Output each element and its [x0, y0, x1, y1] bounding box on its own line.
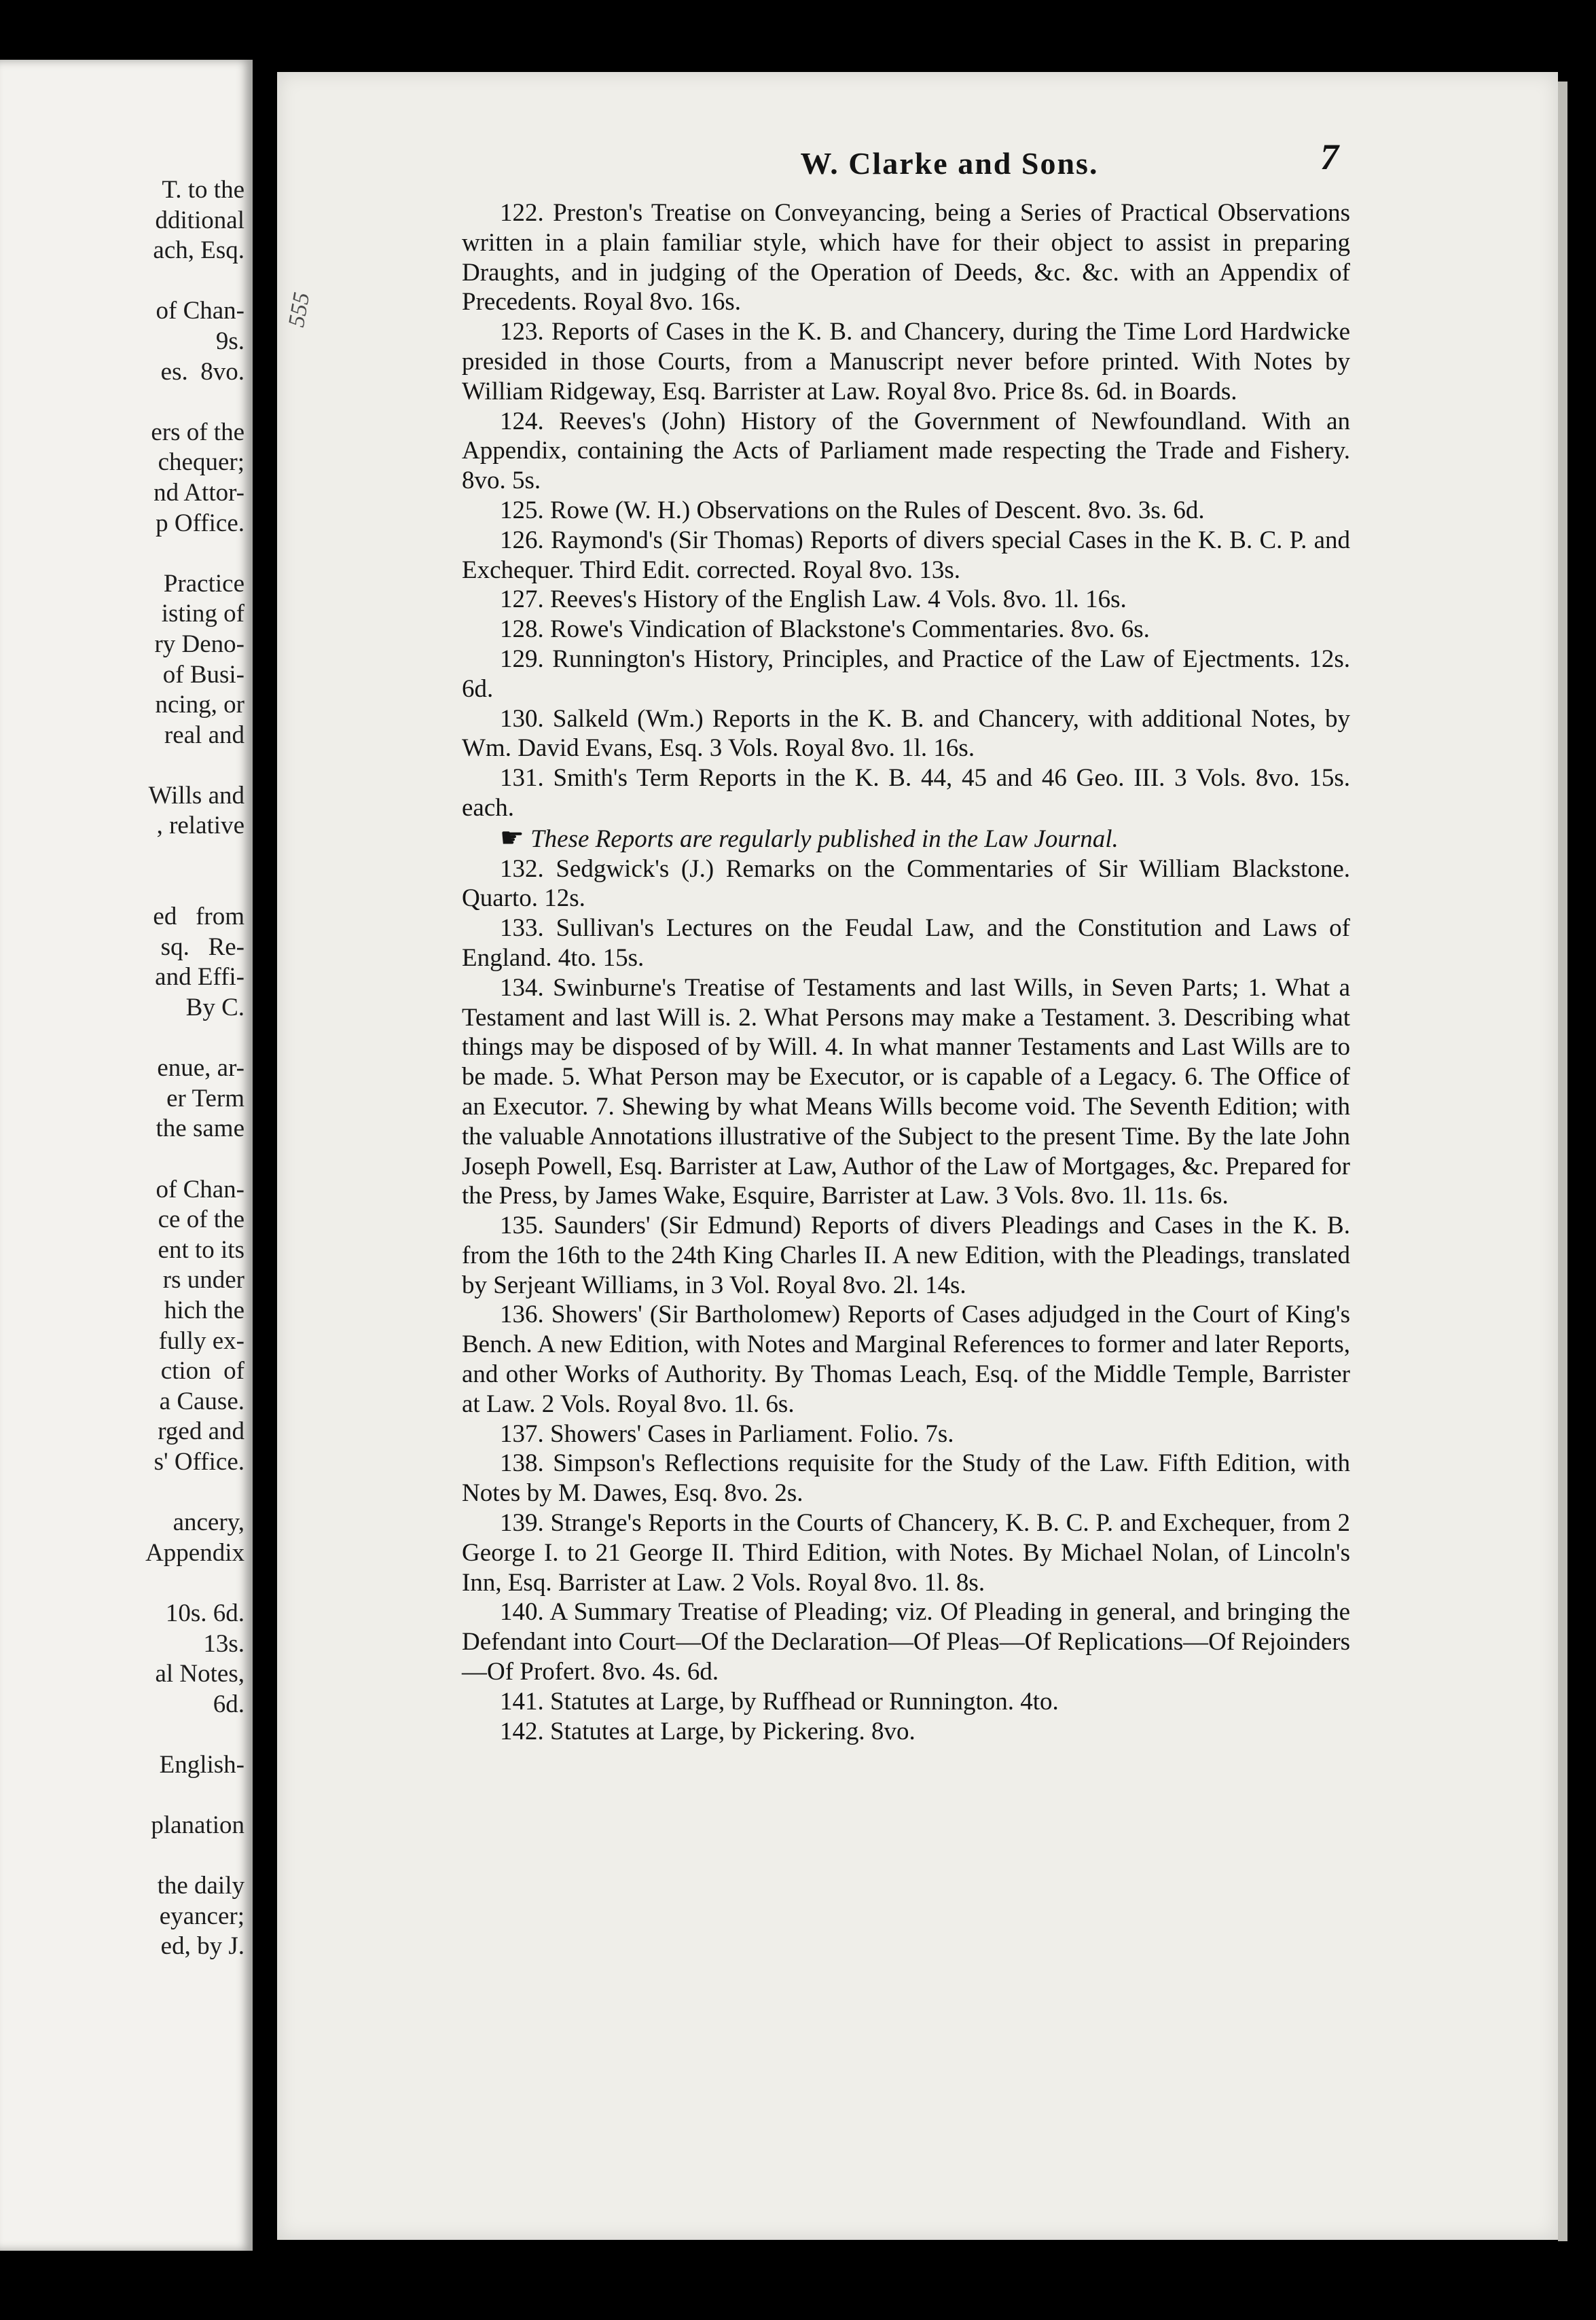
- catalogue-entry: 139. Strange's Reports in the Courts of Chancery, K. B. C. P. and Exchequer, from 2 George I. to 21 George II. Third Edition, with Notes. By Michael Nolan, of Lincoln's Inn, Esq. Barrister at Law. 2 Vols. Royal 8vo. 1l. 8s.: [462, 1509, 1350, 1597]
- catalogue-entry: 124. Reeves's (John) History of the Government of Newfoundland. With an Appendix, containing the Acts of Parliament made respecting the Trade and Fishery. 8vo. 5s.: [462, 407, 1350, 495]
- left-page-line: s' Office.: [153, 1447, 244, 1476]
- left-page-line: hich the: [164, 1296, 244, 1324]
- catalogue-entry: 141. Statutes at Large, by Ruffhead or Runnington. 4to.: [500, 1687, 1059, 1716]
- left-page-line: eyancer;: [159, 1902, 244, 1930]
- left-page-line: T. to the: [162, 176, 244, 204]
- left-page-line: nd Attor-: [153, 478, 244, 507]
- left-page-line: ce of the: [158, 1206, 244, 1234]
- left-page-line: al Notes,: [155, 1660, 244, 1688]
- left-page-line: [0, 539, 244, 569]
- catalogue-entry: 123. Reports of Cases in the K. B. and Chancery, during the Time Lord Hardwicke presided in those Courts, from a Manuscript never before printed. With Notes by William Ridgeway, Esq. Barrister at Law. Royal 8vo. Price 8s. 6d. in Boards.: [462, 318, 1350, 405]
- left-page-line: of Busi-: [162, 660, 244, 689]
- left-page-line: ent to its: [158, 1235, 244, 1264]
- left-page-line: [0, 1023, 244, 1054]
- left-page-line: of Chan-: [156, 297, 244, 325]
- catalogue-entry: 127. Reeves's History of the English Law. 4 Vols. 8vo. 1l. 16s.: [500, 585, 1127, 614]
- running-header: W. Clarke and Sons.: [800, 146, 1099, 181]
- left-page-line: the same: [156, 1114, 244, 1143]
- left-page-line: , relative: [156, 812, 244, 840]
- left-page-line: dditional: [155, 206, 244, 234]
- catalogue-entry: 125. Rowe (W. H.) Observations on the Rules of Descent. 8vo. 3s. 6d.: [500, 496, 1205, 524]
- right-page: [277, 72, 1558, 2240]
- left-page-line: ry Deno-: [154, 630, 244, 658]
- left-page-line: [0, 1144, 244, 1175]
- left-page-line: 6d.: [213, 1690, 244, 1718]
- left-page-line: ncing, or: [155, 691, 244, 719]
- left-page-line: ed from: [153, 903, 244, 931]
- catalogue-entry: 129. Runnington's History, Principles, and Practice of the Law of Ejectments. 12s. 6d.: [462, 645, 1350, 703]
- left-page-line: [0, 1780, 244, 1811]
- left-page-line: real and: [164, 721, 244, 749]
- left-page-line: sq. Re-: [160, 932, 244, 961]
- left-page-line: of Chan-: [156, 1175, 244, 1203]
- catalogue-entry: 131. Smith's Term Reports in the K. B. 44, 45 and 46 Geo. III. 3 Vols. 8vo. 15s. each.: [462, 764, 1350, 822]
- catalogue-entry: 140. A Summary Treatise of Pleading; viz. Of Pleading in general, and bringing the Defendant into Court—Of the Declaration—Of Pleas—Of Replications—Of Rejoinders—Of Profert. 8vo. 4s. 6d.: [462, 1598, 1350, 1686]
- law-journal-notice: [462, 823, 1350, 854]
- left-page: [0, 60, 253, 2251]
- catalogue-entry: 138. Simpson's Reflections requisite for the Study of the Law. Fifth Edition, with Notes by M. Dawes, Esq. 8vo. 2s.: [462, 1449, 1350, 1508]
- left-page-line: ed, by J.: [160, 1932, 244, 1961]
- catalogue-entry: 136. Showers' (Sir Bartholomew) Reports of Cases adjudged in the Court of King's Bench. A new Edition, with Notes and Marginal References to former and later Reports, and other Works of Authority. By Thomas Leach, Esq. of the Middle Temple, Barrister at Law. 2 Vols. Royal 8vo. 1l. 6s.: [462, 1301, 1350, 1418]
- left-page-line: enue, ar-: [157, 1054, 244, 1083]
- catalogue-entry: 137. Showers' Cases in Parliament. Folio. 7s.: [500, 1419, 954, 1448]
- left-page-line: ancery,: [173, 1508, 244, 1537]
- left-page-line: [0, 1720, 244, 1750]
- left-page-line: chequer;: [158, 448, 244, 477]
- margin-note: 555: [284, 290, 315, 329]
- catalogue-entry: 135. Saunders' (Sir Edmund) Reports of divers Pleadings and Cases in the K. B. from the 16th to the 24th King Charles II. A new Edition, with the Pleadings, translated by Serjeant Williams, in 3 Vol. Royal 8vo. 2l. 14s.: [462, 1212, 1350, 1299]
- catalogue-entry: 133. Sullivan's Lectures on the Feudal Law, and the Constitution and Laws of England. 4to. 15s.: [462, 914, 1350, 972]
- left-page-line: p Office.: [156, 509, 244, 537]
- left-page-line: [0, 1478, 244, 1508]
- left-page-line: and Effi-: [155, 963, 244, 992]
- catalogue-entry: 130. Salkeld (Wm.) Reports in the K. B. and Chancery, with additional Notes, by Wm. David Evans, Esq. 3 Vols. Royal 8vo. 1l. 16s.: [462, 704, 1350, 763]
- page-edge: [1558, 81, 1567, 2241]
- left-page-line: [0, 1568, 244, 1599]
- catalogue-entry: 128. Rowe's Vindication of Blackstone's Commentaries. 8vo. 6s.: [500, 615, 1150, 644]
- left-page-line: the daily: [157, 1872, 244, 1900]
- left-page-line: ction of: [160, 1357, 244, 1385]
- page-number: 7: [1320, 137, 1339, 177]
- left-page-line: [0, 266, 244, 297]
- left-page-line: es. 8vo.: [160, 357, 244, 386]
- left-page-line: planation: [151, 1811, 244, 1840]
- left-page-line: [0, 387, 244, 418]
- catalogue-entry: 132. Sedgwick's (J.) Remarks on the Commentaries of Sir William Blackstone. Quarto. 12s.: [462, 854, 1350, 913]
- left-page-line: 13s.: [203, 1629, 244, 1658]
- left-page-line: fully ex-: [158, 1326, 244, 1355]
- left-page-line: a Cause.: [159, 1387, 244, 1415]
- left-page-line: Wills and: [148, 781, 244, 810]
- left-page-line: By C.: [185, 994, 244, 1022]
- left-page-line: English-: [159, 1750, 244, 1779]
- left-page-line: isting of: [161, 600, 244, 628]
- left-page-line: er Term: [166, 1084, 244, 1112]
- notice-text: These Reports are regularly published in the Law Journal.: [530, 824, 1119, 853]
- catalogue-text: [462, 198, 1350, 1746]
- left-page-line: ach, Esq.: [153, 236, 244, 265]
- left-page-line: [0, 841, 244, 872]
- catalogue-entry: 134. Swinburne's Treatise of Testaments and last Wills, in Seven Parts; 1. What a Testament and last Will is. 2. What Persons may make a Testament. 3. Describing what things may be disposed of by Will. 4. In what manner Testaments and Last Wills are to be made. 5. What Person may be Executor, or is capable of a Legacy. 6. The Office of an Executor. 7. Shewing by what Means Wills become void. The Seventh Edition; with the valuable Annotations illustrative of the Subject to the present Time. By the late John Joseph Powell, Esq. Barrister at Law, Author of the Law of Mortgages, &c. Prepared for the Press, by James Wake, Esquire, Barrister at Law. 3 Vols. 8vo. 1l. 11s. 6s.: [462, 973, 1350, 1210]
- left-page-line: ers of the: [151, 418, 244, 446]
- left-page-line: rs under: [162, 1266, 244, 1294]
- left-page-line: [0, 1841, 244, 1872]
- left-page-line: Appendix: [145, 1538, 244, 1567]
- left-page-line: Practice: [163, 569, 244, 598]
- catalogue-entry: 142. Statutes at Large, by Pickering. 8vo.: [500, 1717, 915, 1745]
- catalogue-entry: 126. Raymond's (Sir Thomas) Reports of divers special Cases in the K. B. C. P. and Exchequer. Third Edit. corrected. Royal 8vo. 13s.: [462, 526, 1350, 584]
- left-page-line: 9s.: [215, 327, 244, 355]
- left-page-line: 10s. 6d.: [165, 1599, 244, 1627]
- left-page-line: [0, 872, 244, 903]
- pointing-hand-icon: ☛: [500, 822, 524, 853]
- left-page-line: [0, 750, 244, 781]
- left-page-line: rged and: [158, 1417, 244, 1446]
- catalogue-entry: 122. Preston's Treatise on Conveyancing, being a Series of Practical Observations written in a plain familiar style, which have for their object to assist in preparing Draughts, and in judging of the Operation of Deeds, &c. &c. with an Appendix of Precedents. Royal 8vo. 16s.: [462, 199, 1350, 316]
- left-page-text: [0, 175, 244, 1962]
